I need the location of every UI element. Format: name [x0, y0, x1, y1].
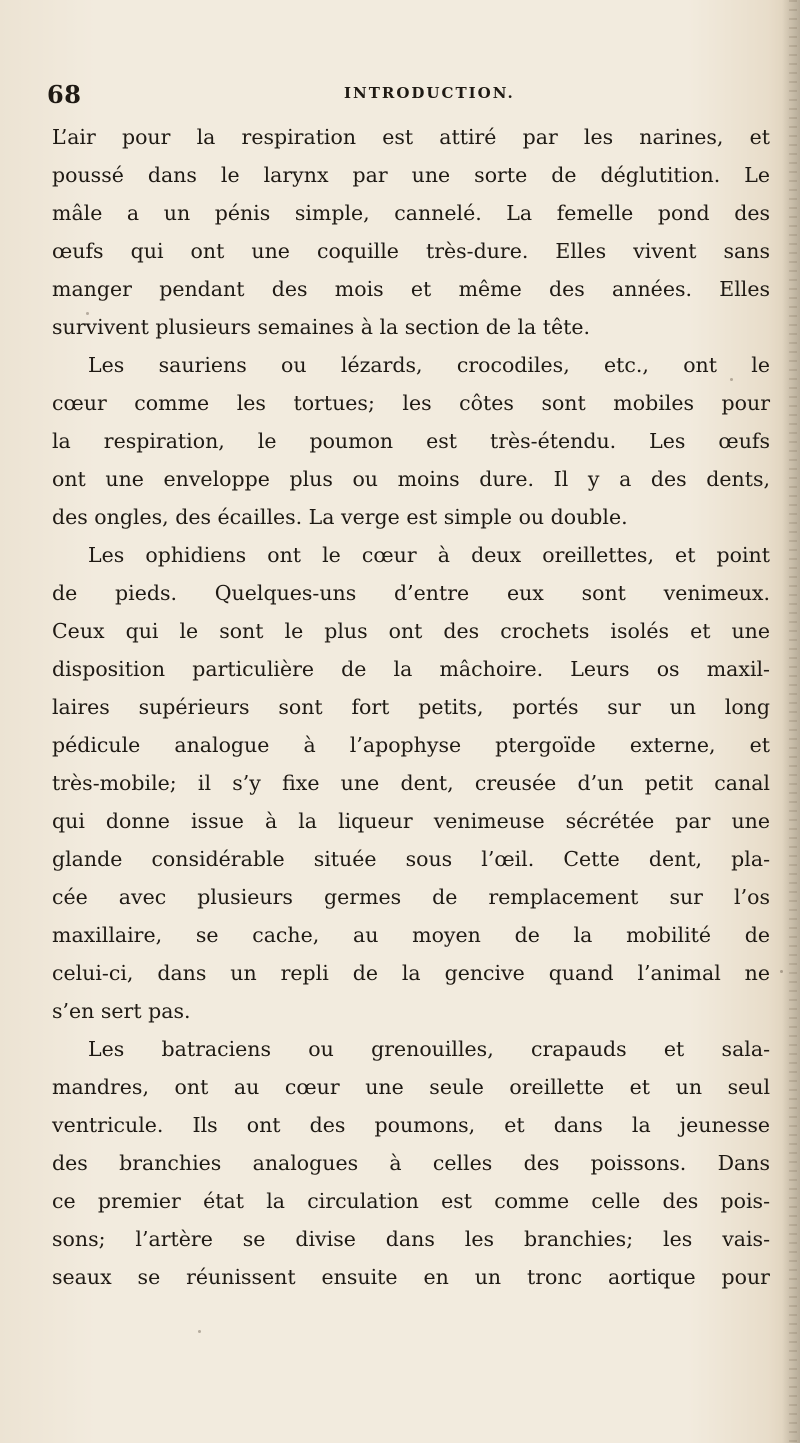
page-edge-band	[789, 0, 797, 1443]
text-line: poussé dans le larynx par une sorte de déglutition. Le	[52, 163, 770, 187]
text-line: qui donne issue à la liqueur venimeuse sécrétée par une	[52, 809, 770, 833]
text-line: laires supérieurs sont fort petits, portés sur un long	[52, 695, 770, 719]
text-line: ce premier état la circulation est comme celle des pois-	[52, 1189, 770, 1213]
page-header	[47, 80, 777, 108]
text-line: la respiration, le poumon est très-étendu. Les œufs	[52, 429, 770, 453]
text-line: des branchies analogues à celles des poissons. Dans	[52, 1151, 770, 1175]
text-line: Les sauriens ou lézards, crocodiles, etc., ont le	[88, 353, 770, 377]
text-line: de pieds. Quelques-uns d’entre eux sont venimeux.	[52, 581, 770, 605]
text-line: très-mobile; il s’y fixe une dent, creusée d’un petit canal	[52, 771, 770, 795]
text-line: glande considérable située sous l’œil. Cette dent, pla-	[52, 847, 770, 871]
text-line: des ongles, des écailles. La verge est simple ou double.	[52, 505, 628, 529]
paper-speck	[730, 378, 733, 381]
text-line: pédicule analogue à l’apophyse ptergoïde externe, et	[52, 733, 770, 757]
running-title: INTRODUCTION.	[344, 84, 515, 102]
body-text	[52, 118, 770, 1296]
text-line: mâle a un pénis simple, cannelé. La femelle pond des	[52, 201, 770, 225]
paper-speck	[86, 312, 89, 315]
text-line: ont une enveloppe plus ou moins dure. Il y a des dents,	[52, 467, 770, 491]
text-line: maxillaire, se cache, au moyen de la mobilité de	[52, 923, 770, 947]
text-line: survivent plusieurs semaines à la section de la tête.	[52, 315, 591, 339]
text-line: celui-ci, dans un repli de la gencive quand l’animal ne	[52, 961, 770, 985]
text-line: œufs qui ont une coquille très-dure. Elles vivent sans	[52, 239, 770, 263]
text-line: cée avec plusieurs germes de remplacement sur l’os	[52, 885, 770, 909]
text-line: Les ophidiens ont le cœur à deux oreillettes, et point	[88, 543, 770, 567]
text-line: L’air pour la respiration est attiré par les narines, et	[52, 125, 770, 149]
page-number: 68	[47, 80, 82, 109]
text-line: manger pendant des mois et même des années. Elles	[52, 277, 770, 301]
text-line: disposition particulière de la mâchoire. Leurs os maxil-	[52, 657, 770, 681]
text-line: Ceux qui le sont le plus ont des crochets isolés et une	[52, 619, 770, 643]
text-line: Les batraciens ou grenouilles, crapauds et sala-	[88, 1037, 770, 1061]
text-line: seaux se réunissent ensuite en un tronc aortique pour	[52, 1265, 770, 1289]
text-line: ventricule. Ils ont des poumons, et dans la jeunesse	[52, 1113, 770, 1137]
text-line: cœur comme les tortues; les côtes sont mobiles pour	[52, 391, 770, 415]
text-line: sons; l’artère se divise dans les branchies; les vais-	[52, 1227, 770, 1251]
text-line: mandres, ont au cœur une seule oreillette et un seul	[52, 1075, 770, 1099]
text-line: s’en sert pas.	[52, 999, 191, 1023]
paper-speck	[198, 1330, 201, 1333]
paper-speck	[780, 970, 783, 973]
